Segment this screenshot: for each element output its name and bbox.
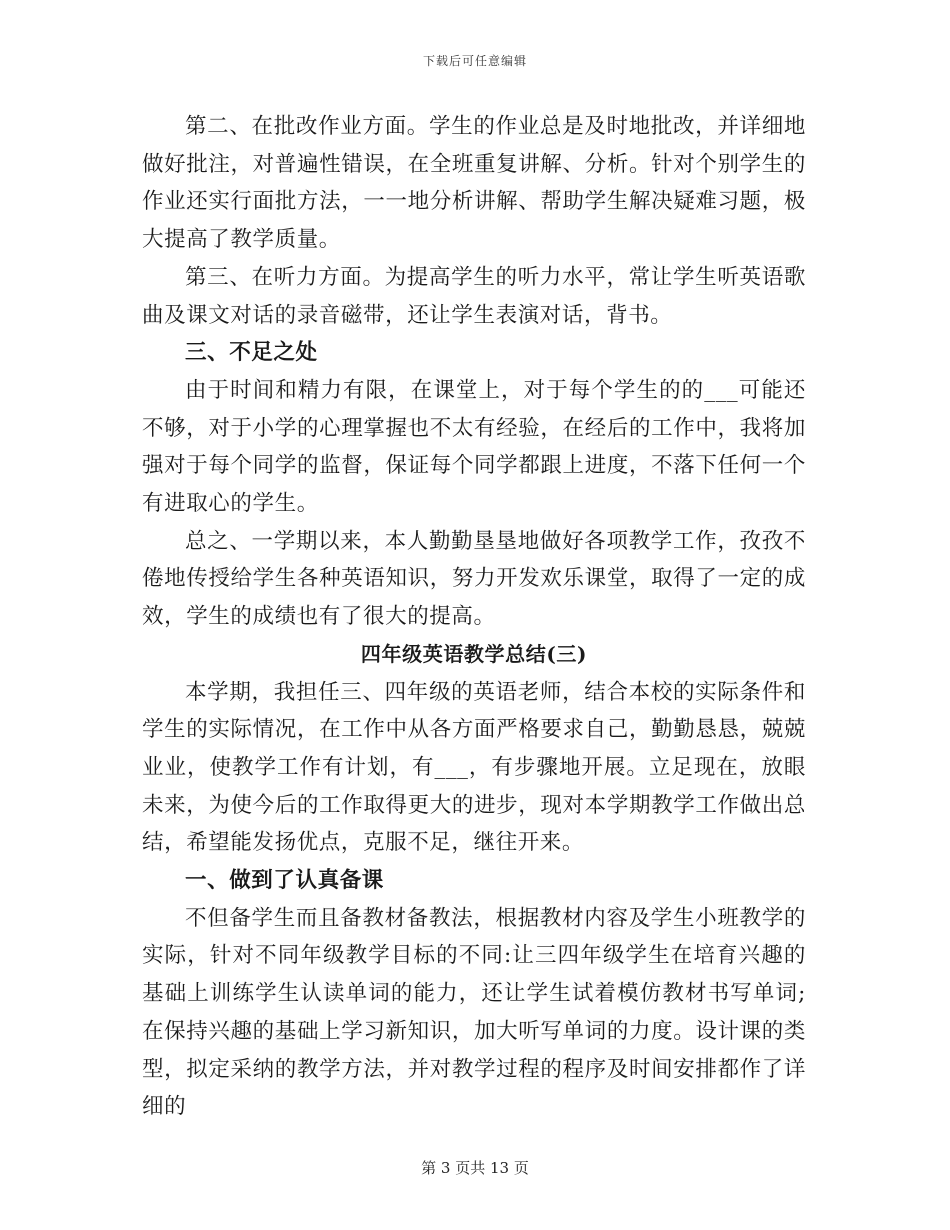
section-heading: 三、不足之处 — [185, 340, 318, 366]
page-header: 下载后可任意编辑 — [422, 54, 527, 68]
paragraph: 不但备学生而且备教材备教法，根据教材内容及学生小班教学的实际，针对不同年级教学目标的不同:让三四年级学生在培育兴趣的基础上训练学生认读单词的能力，还让学生试着模仿教材书写单词;在保持兴趣的基础上学习新知识，加大听写单词的力度。设计课的类型，拟定采纳的教学方法，并对教学过程的程序及时间安排都作了详细的 — [142, 905, 806, 1120]
paragraph: 第二、在批改作业方面。学生的作业总是及时地批改，并详细地做好批注，对普遍性错误，在全班重复讲解、分析。针对个别学生的作业还实行面批方法，一一地分析讲解、帮助学生解决疑难习题，极大提高了教学质量。 — [142, 114, 806, 253]
paragraph: 本学期，我担任三、四年级的英语老师，结合本校的实际条件和学生的实际情况，在工作中从各方面严格要求自己，勤勤恳恳，兢兢业业，使教学工作有计划，有___，有步骤地开展。立足现在，放眼未来，为使今后的工作取得更大的进步，现对本学期教学工作做出总结，希望能发扬优点，克服不足，继往开来。 — [142, 679, 806, 856]
page-footer: 第 3 页共 13 页 — [421, 1159, 529, 1177]
paragraph: 由于时间和精力有限，在课堂上，对于每个学生的的___可能还不够，对于小学的心理掌握也不太有经验，在经后的工作中，我将加强对于每个同学的监督，保证每个同学都跟上进度，不落下任何一个有进取心的学生。 — [142, 377, 806, 517]
document-title: 四年级英语教学总结(三) — [360, 641, 588, 666]
paragraph: 第三、在听力方面。为提高学生的听力水平，常让学生听英语歌曲及课文对话的录音磁带，还让学生表演对话，背书。 — [142, 264, 806, 328]
document-body — [142, 108, 806, 1126]
paragraph: 总之、一学期以来，本人勤勤垦垦地做好各项教学工作，孜孜不倦地传授给学生各种英语知识，努力开发欢乐课堂，取得了一定的成效，学生的成绩也有了很大的提高。 — [142, 528, 806, 630]
section-heading: 一、做到了认真备课 — [185, 868, 384, 894]
